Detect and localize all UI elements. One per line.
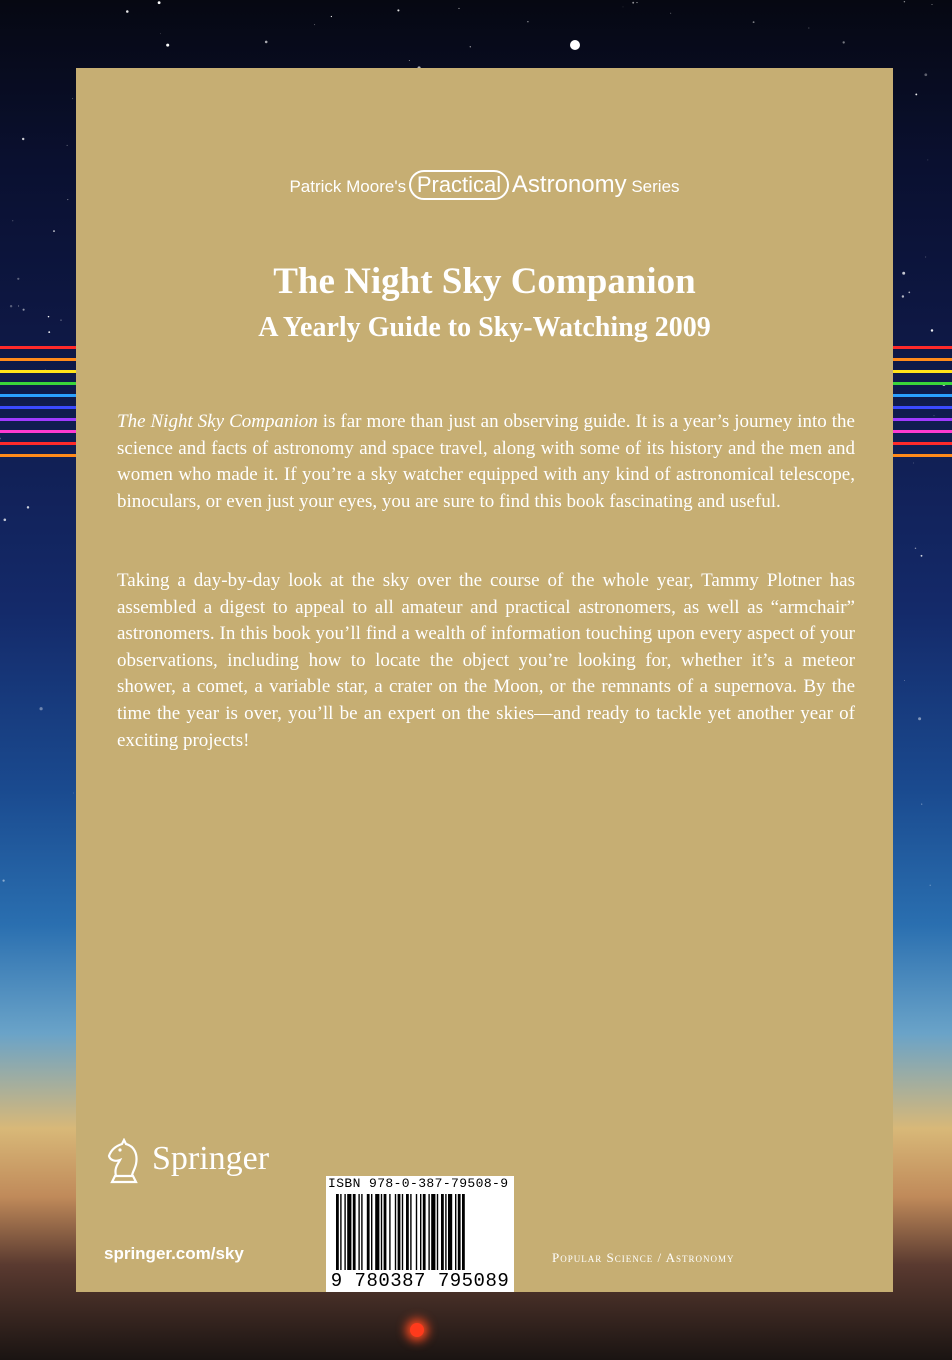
blurb-paragraph-1 [117, 409, 855, 515]
barcode-bar [428, 1194, 429, 1270]
barcode-bar [347, 1194, 351, 1270]
springer-logo-text: Springer [152, 1140, 270, 1177]
barcode-bar [420, 1194, 421, 1270]
star [930, 885, 931, 886]
book-subtitle: A Yearly Guide to Sky-Watching 2009 [258, 312, 711, 343]
barcode-bar [416, 1194, 417, 1270]
star [60, 320, 61, 321]
stripe [0, 418, 76, 421]
barcode-bar [423, 1194, 426, 1270]
star [22, 138, 24, 140]
star [27, 506, 29, 508]
star [470, 46, 471, 47]
stripe [0, 358, 76, 361]
star [23, 309, 25, 311]
stripe [893, 442, 952, 445]
book-title: The Night Sky Companion [273, 261, 696, 302]
barcode-bar [375, 1194, 379, 1270]
barcode-bar [336, 1194, 339, 1270]
barcode-bar [389, 1194, 390, 1270]
bright-star [570, 40, 580, 50]
star [67, 199, 68, 200]
isbn-label: ISBN 978-0-387-79508-9 [328, 1176, 509, 1191]
star [72, 98, 73, 99]
barcode-bar [406, 1194, 409, 1270]
stripe [893, 418, 952, 421]
stripe [0, 382, 76, 385]
blurb-title-italic: The Night Sky Companion [117, 411, 318, 432]
star [908, 292, 910, 294]
series-suffix: Series [631, 177, 680, 196]
star [18, 306, 19, 307]
stripe [0, 394, 76, 397]
series-practical: Practical [409, 170, 509, 200]
knight-chess-piece-icon [102, 1138, 146, 1184]
stripe [0, 406, 76, 409]
star [4, 519, 7, 522]
star [843, 41, 845, 43]
star [753, 21, 755, 23]
barcode-bar [441, 1194, 444, 1270]
star [10, 305, 12, 307]
star [40, 707, 43, 710]
star [48, 331, 50, 333]
star [623, 7, 624, 8]
barcode-digits: 9 780387 795089 [330, 1270, 510, 1292]
star [902, 295, 904, 297]
stripe [893, 370, 952, 373]
star [265, 41, 268, 44]
rainbow-stripes-right [893, 346, 952, 470]
stripe [893, 358, 952, 361]
blurb-paragraph-1-text: is far more than just an observing guide. It is a year’s journey into the science and facts of astronomy and space travel, along with some of its history and the men and women who made it. If you’re a sky watcher equipped with any kind of astronomical telescope, binoculars, or even just your eyes, you are sure to find this book fascinating and useful. [117, 411, 855, 512]
stripe [0, 454, 76, 457]
star [915, 548, 916, 549]
category-label: Popular Science / Astronomy [552, 1250, 735, 1265]
barcode-bar [367, 1194, 370, 1270]
star [904, 1, 905, 2]
barcode-bar [410, 1194, 411, 1270]
barcode-bar [395, 1194, 396, 1270]
star [904, 680, 905, 681]
star [331, 16, 332, 17]
star [527, 21, 528, 22]
publisher-url[interactable]: springer.com/sky [104, 1244, 244, 1263]
star [314, 24, 315, 25]
star [636, 2, 637, 3]
star [67, 145, 68, 146]
star [921, 804, 922, 805]
barcode-bar [455, 1194, 456, 1270]
series-prefix: Patrick Moore's [289, 177, 407, 196]
star [2, 879, 4, 881]
star [160, 33, 161, 34]
barcode-bar [340, 1194, 341, 1270]
star [931, 329, 933, 331]
barcode-bar [431, 1194, 435, 1270]
star [458, 8, 459, 9]
barcode-bar [458, 1194, 461, 1270]
barcode-bar [358, 1194, 359, 1270]
stripe [893, 406, 952, 409]
star [932, 4, 933, 5]
stripe [0, 370, 76, 373]
stripe [0, 430, 76, 433]
barcode-bar [437, 1194, 438, 1270]
star [809, 28, 810, 29]
barcode-bar [462, 1194, 465, 1270]
star [921, 555, 923, 557]
stripe [893, 346, 952, 349]
barcode-bars [336, 1194, 506, 1270]
isbn-barcode [326, 1176, 514, 1292]
star [925, 257, 926, 258]
back-cover-panel [76, 68, 893, 1292]
star [12, 220, 13, 221]
star [166, 44, 169, 47]
barcode-bar [402, 1194, 403, 1270]
star [48, 316, 50, 318]
star [924, 73, 927, 76]
star [73, 793, 74, 794]
star [902, 272, 905, 275]
rainbow-stripes-left [0, 346, 76, 470]
stripe [0, 346, 76, 349]
star [915, 93, 917, 95]
star [158, 1, 161, 4]
star [632, 2, 634, 4]
stripe [893, 394, 952, 397]
red-light-glow [410, 1323, 424, 1337]
series-astronomy: Astronomy [511, 171, 627, 198]
star [126, 10, 129, 13]
stripe [893, 430, 952, 433]
barcode-bar [353, 1194, 356, 1270]
star [918, 717, 921, 720]
star [409, 60, 410, 61]
barcode-bar [344, 1194, 345, 1270]
star [670, 13, 671, 14]
blurb-paragraph-2: Taking a day-by-day look at the sky over the course of the whole year, Tammy Plotner has assembled a digest to appeal to all amateur and practical astronomers, as well as “armchair” astronomers. In this book you’ll find a wealth of information touching upon every aspect of your observations, including how to locate the object you’re looking for, whether it’s a meteor shower, a comet, a variable star, a crater on the Moon, or the remnants of a supernova. By the time the year is over, you’ll be an expert on the skies—and ready to tackle yet another year of exciting projects! [117, 570, 855, 751]
star [17, 278, 19, 280]
barcode-bar [381, 1194, 382, 1270]
barcode-bar [384, 1194, 387, 1270]
stripe [893, 382, 952, 385]
stripe [0, 442, 76, 445]
barcode-bar [361, 1194, 362, 1270]
star [927, 159, 928, 160]
series-line [76, 170, 893, 200]
star [397, 9, 399, 11]
star [53, 230, 55, 232]
barcode-bar [445, 1194, 446, 1270]
barcode-bar [398, 1194, 401, 1270]
stripe [893, 454, 952, 457]
barcode-bar [448, 1194, 452, 1270]
barcode-bar [371, 1194, 372, 1270]
